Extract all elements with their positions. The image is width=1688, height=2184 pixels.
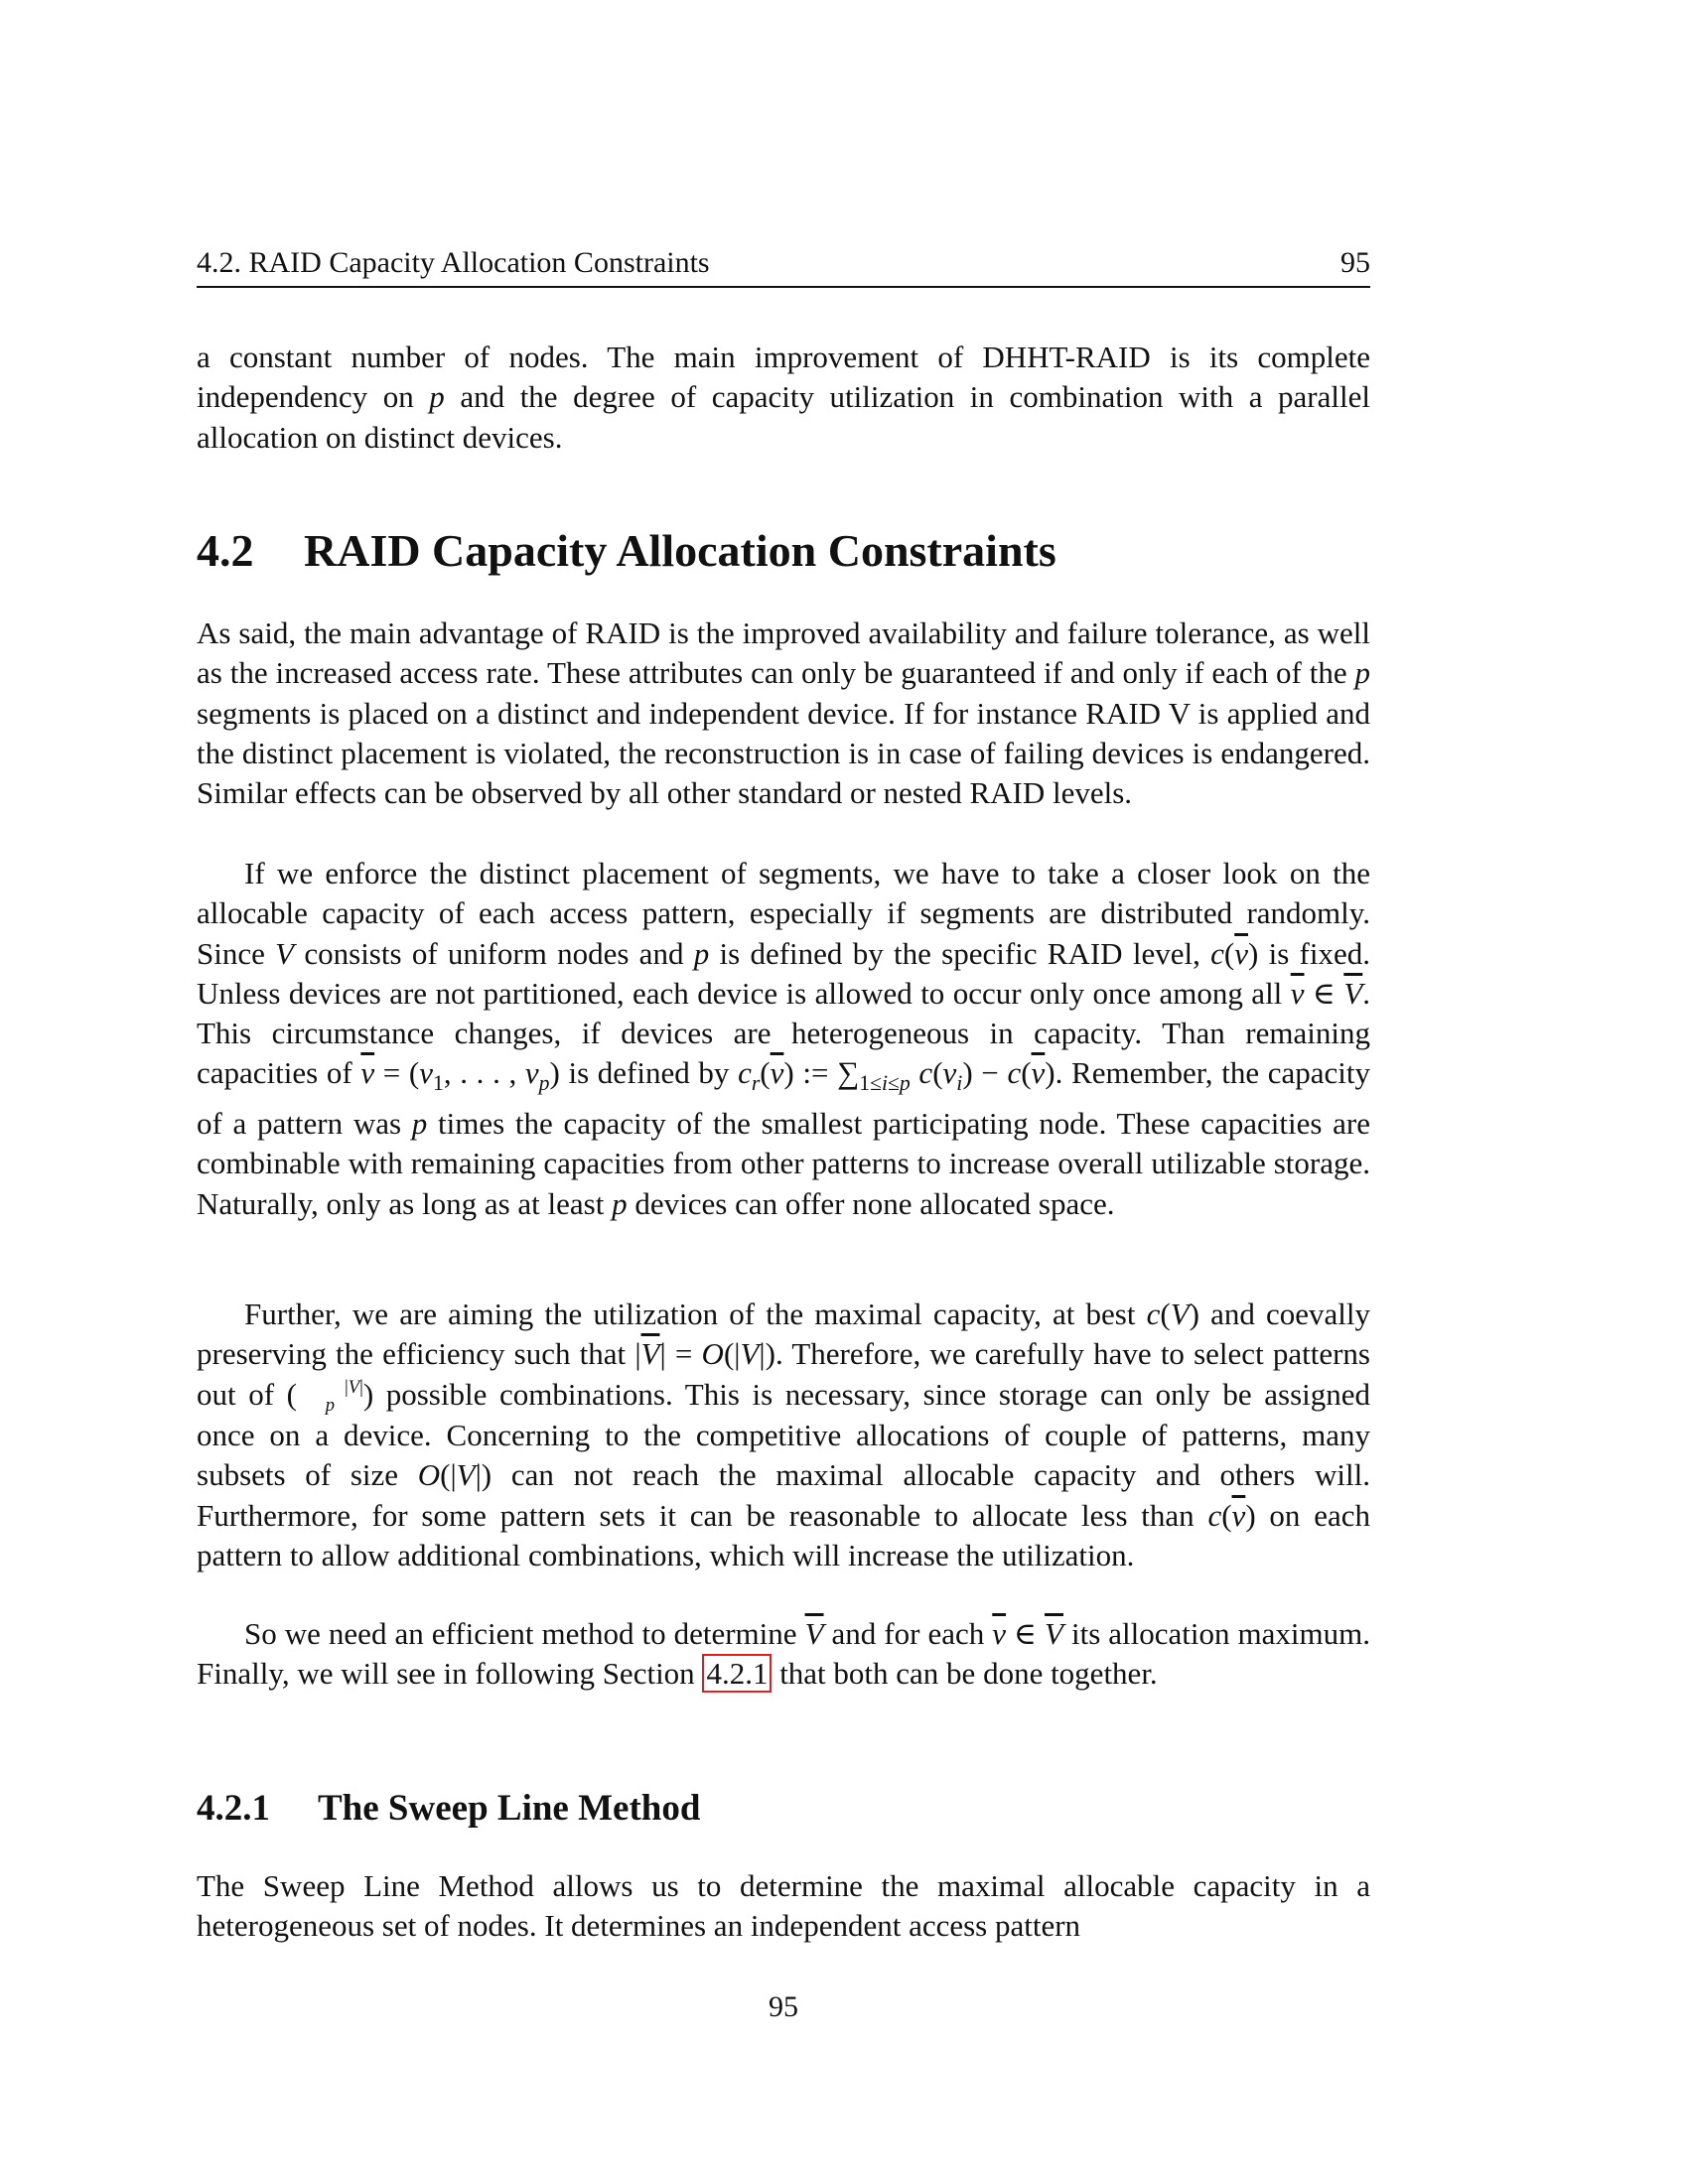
paragraph-4: So we need an efficient method to determine $\overline{V}$ and for each $\overline{v}$ ∈ $\overline{V}$ its allocation maximum. Finally, we will see in following Section 4.2.1 that both can be done together. [197,1616,1371,1692]
paragraph-3: Further, we are aiming the utilization of the maximal capacity, at best c(V) and coevally preserving the efficiency such that $|\overline{V}| = O(|V|)$. Therefore, we carefully have to select patterns out of ( |V| p ) possible combinations. This is necessary, since storage can only be assigned once on a device. Concerning to the competitive allocations of couple of patterns, many subsets of size O(|V|) can not reach the maximal allocable capacity and others will. Furthermore, for some pattern sets it can be reasonable to allocate less than $c(\overline{v})$ on each pattern to allow additional combinations, which will increase the utilization. [197,1297,1371,1572]
text: is defined by the specific RAID level, [709,935,1211,971]
math-p: p [1354,655,1370,691]
text: and coevally preserving the efficiency such that [197,1297,1370,1372]
text: devices can offer none allocated space. [627,1185,1115,1221]
subsection-title: The Sweep Line Method [318,1788,701,1829]
text: its allocation maximum. Finally, we will see in following Section [197,1616,1371,1692]
text: can not reach the maximal allocable capacity and others will. Furthermore, for some pattern sets it can be reasonable to allocate less than [197,1457,1370,1533]
intro-paragraph [197,338,1370,458]
text: is defined by [559,1055,739,1091]
text: . This circumstance changes, if devices are heterogeneous in capacity. Than remaining capacities of [197,975,1370,1091]
text: If we enforce the distinct placement of segments, we have to take a closer look on the allocable capacity of each access pattern, especially if segments are distributed randomly. Since [197,856,1370,971]
binomial: |V| p [325,1376,363,1417]
section-heading [197,524,1056,577]
math-p: p [612,1185,628,1221]
text: is fixed. Unless devices are not partitioned, each device is allowed to occur only once among all [197,935,1370,1011]
math-p: p [411,1105,428,1141]
text: Further, we are aiming the utilization of the maximal capacity, at best [244,1297,1147,1331]
math-V: V [275,935,295,971]
text: consists of uniform nodes and [294,935,694,971]
section-link-4-2-1[interactable]: 4.2.1 [702,1654,772,1693]
paragraph-1 [197,614,1370,813]
section-number: 4.2 [197,525,254,576]
text: possible combinations. This is necessary, since storage can only be assigned once on a device. Concerning to the competitive allocations of couple of patterns, many subsets of size [197,1376,1371,1493]
footer-page-number: 95 [769,1990,798,2023]
text: segments is placed on a distinct and independent device. If for instance RAID V is applied and the distinct placement is violated, the reconstruction is in case of failing devices is endangered. Similar effects can be observed by all other standard or nested RAID levels. [197,695,1370,811]
text: and for each [823,1616,993,1651]
intro-text-2: and the degree of capacity utilization in combination with a parallel allocation on distinct devices. [197,379,1370,455]
math-c-vbar: c [1210,935,1224,971]
text: So we need an efficient method to determine [244,1616,805,1651]
paragraph-2: If we enforce the distinct placement of segments, we have to take a closer look on the allocable capacity of each access pattern, especially if segments are distributed randomly. Since V consists of uniform nodes and p is defined by the specific RAID level, $c(\overline{v})$ is fixed. Unless devices are not partitioned, each device is allowed to occur only once among all $\overline{v}$ ∈ $\overline{V}$. This circumstance changes, if devices are heterogeneous in capacity. Than remaining capacities of $\overline{v} = (v_1$, . . . , $v_p$) is defined by $c_r(\overline{v})$ := $\sum_{1\le i\le p}$ $c(v_i) - c(\overline{v})$. Remember, the capacity of a pattern was p times the capacity of the smallest participating node. These capacities are combinable with remaining capacities from other patterns to increase overall utilizable storage. Naturally, only as long as at least p devices can offer none allocated space. [197,856,1370,1221]
text: . Remember, the capacity of a pattern was [197,1055,1370,1141]
intro-text-1: a constant number of nodes. The main improvement of DHHT-RAID is its complete independency on [197,340,1370,415]
subsection-heading [197,1787,700,1830]
subsection-number: 4.2.1 [197,1788,270,1829]
subsection-paragraph: The Sweep Line Method allows us to determine the maximal allocable capacity in a heterogeneous set of nodes. It determines an independent access pattern [197,1868,1370,1944]
text: on each pattern to allow additional combinations, which will increase the utilization. [197,1497,1370,1572]
text: . Therefore, we carefully have to select patterns out of [197,1336,1370,1412]
text: As said, the main advantage of RAID is the improved availability and failure tolerance, as well as the increased access rate. These attributes can only be guaranteed if and only if each of the [197,615,1370,691]
section-title: RAID Capacity Allocation Constraints [304,525,1056,576]
math-p: p [429,379,445,415]
text: times the capacity of the smallest participating node. These capacities are combinable with remaining capacities from other patterns to increase overall utilizable storage. Naturally, only as long as at least [197,1105,1370,1221]
math-p: p [693,935,710,971]
running-head-page: 95 [1340,246,1370,279]
math-vbar: $\overline{v}$ [1290,975,1305,1011]
running-head-title: 4.2. RAID Capacity Allocation Constraints [197,246,710,279]
running-head [197,238,1370,288]
text: that both can be done together. [772,1656,1158,1692]
math-Vbar: $\overline{V}$ [1343,975,1363,1011]
